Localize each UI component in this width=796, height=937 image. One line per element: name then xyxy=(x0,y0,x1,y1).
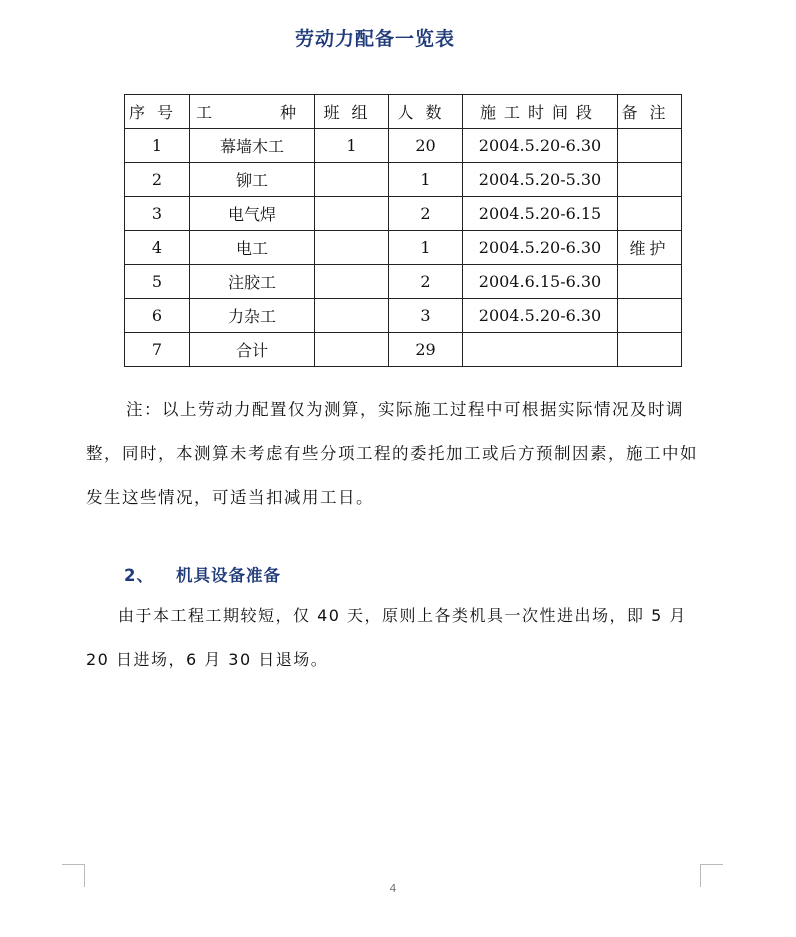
cell-team: 1 xyxy=(315,129,389,163)
cell-no: 6 xyxy=(125,299,190,333)
cell-no: 1 xyxy=(125,129,190,163)
header-no: 序号 xyxy=(125,95,190,129)
cell-team xyxy=(315,197,389,231)
cell-note xyxy=(618,265,682,299)
cell-count: 29 xyxy=(389,333,463,367)
table-row-total xyxy=(125,333,682,367)
table-row xyxy=(125,299,682,333)
cell-count: 2 xyxy=(389,197,463,231)
header-team: 班组 xyxy=(315,95,389,129)
cell-team xyxy=(315,333,389,367)
section-paragraph: 由于本工程工期较短，仅 40 天，原则上各类机具一次性进出场，即 5 月 20 日进场，6 月 30 日退场。 xyxy=(86,606,687,669)
cell-no: 5 xyxy=(125,265,190,299)
cell-no: 7 xyxy=(125,333,190,367)
page-number: 4 xyxy=(389,882,397,895)
cell-period: 2004.5.20-5.30 xyxy=(463,163,618,197)
header-period: 施工时间段 xyxy=(463,95,618,129)
cell-no: 2 xyxy=(125,163,190,197)
table-header-row xyxy=(125,95,682,129)
header-note: 备注 xyxy=(618,95,682,129)
cell-no: 3 xyxy=(125,197,190,231)
cell-trade: 电工 xyxy=(190,231,315,265)
document-title: 劳动力配备一览表 xyxy=(294,28,455,50)
cell-period: 2004.5.20-6.30 xyxy=(463,231,618,265)
table-row xyxy=(125,163,682,197)
cell-count: 20 xyxy=(389,129,463,163)
cell-trade: 注胶工 xyxy=(190,265,315,299)
cell-count: 1 xyxy=(389,163,463,197)
cell-trade: 铆工 xyxy=(190,163,315,197)
cell-note xyxy=(618,163,682,197)
cell-note xyxy=(618,333,682,367)
cell-count: 2 xyxy=(389,265,463,299)
section-title: 机具设备准备 xyxy=(175,566,281,585)
cell-team xyxy=(315,299,389,333)
cell-note xyxy=(618,129,682,163)
cell-trade: 力杂工 xyxy=(190,299,315,333)
margin-corner-mark-right xyxy=(700,864,723,887)
cell-count: 1 xyxy=(389,231,463,265)
cell-period: 2004.5.20-6.30 xyxy=(463,129,618,163)
section-heading xyxy=(124,562,281,586)
table-row xyxy=(125,197,682,231)
cell-period xyxy=(463,333,618,367)
cell-period: 2004.6.15-6.30 xyxy=(463,265,618,299)
cell-note xyxy=(618,299,682,333)
table-row xyxy=(125,231,682,265)
table-row xyxy=(125,265,682,299)
cell-period: 2004.5.20-6.15 xyxy=(463,197,618,231)
cell-no: 4 xyxy=(125,231,190,265)
cell-team xyxy=(315,163,389,197)
cell-trade: 幕墙木工 xyxy=(190,129,315,163)
cell-trade: 电气焊 xyxy=(190,197,315,231)
cell-trade: 合计 xyxy=(190,333,315,367)
cell-team xyxy=(315,265,389,299)
section-number: 2、 xyxy=(124,566,154,585)
cell-team xyxy=(315,231,389,265)
cell-note: 维护 xyxy=(618,231,682,265)
cell-period: 2004.5.20-6.30 xyxy=(463,299,618,333)
table-row xyxy=(125,129,682,163)
labor-allocation-table xyxy=(124,94,682,367)
note-paragraph: 注：以上劳动力配置仅为测算，实际施工过程中可根据实际情况及时调整，同时，本测算未考虑有些分项工程的委托加工或后方预制因素，施工中如发生这些情况，可适当扣减用工日。 xyxy=(86,400,698,507)
cell-count: 3 xyxy=(389,299,463,333)
margin-corner-mark-left xyxy=(62,864,85,887)
cell-note xyxy=(618,197,682,231)
header-count: 人数 xyxy=(389,95,463,129)
header-trade: 工 种 xyxy=(190,95,315,129)
